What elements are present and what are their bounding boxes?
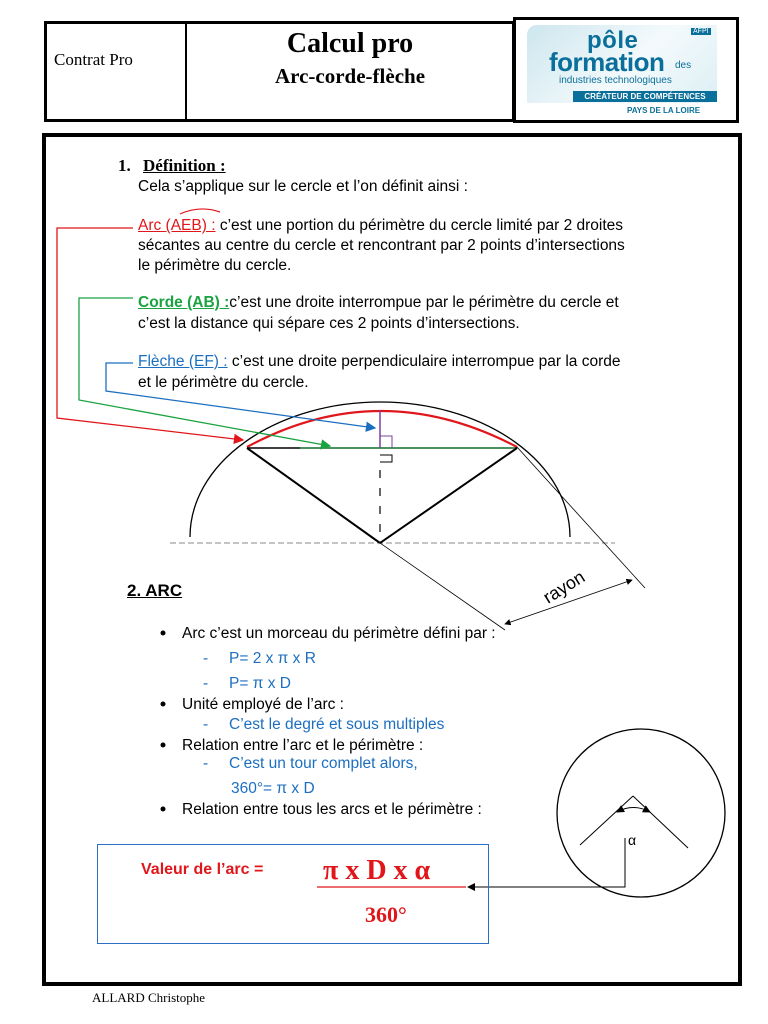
fleche-text1: c’est une droite perpendiculaire interrompue par la corde <box>227 353 621 370</box>
section1-number: 1. <box>118 156 131 175</box>
bullet-4: Relation entre tous les arcs et le périmètre : <box>182 801 482 818</box>
formula-p2: P= π x D <box>229 675 291 692</box>
formula-label: Valeur de l’arc = <box>141 861 264 878</box>
angle-arc <box>617 808 650 813</box>
arc-text1: c’est une portion du périmètre du cercle limité par 2 droites <box>215 217 624 234</box>
arc-leader <box>57 228 243 440</box>
bullet-dot <box>161 702 166 707</box>
corde-text1: c’est une droite interrompue par le périmètre du cercle et <box>229 294 619 311</box>
angle-circle <box>557 729 725 897</box>
bullet-dot <box>161 807 166 812</box>
page-subtitle: Arc-corde-flèche <box>274 64 426 88</box>
dash-4: - <box>203 755 209 772</box>
arc-definition-line3: le périmètre du cercle. <box>138 257 292 274</box>
rayon-extension-top <box>517 447 645 588</box>
section1-heading: Définition : <box>143 156 226 175</box>
logo-line2-suffix: des <box>675 60 692 71</box>
corde-leader <box>79 298 330 446</box>
radius-left <box>247 448 380 543</box>
angle-ray-left <box>580 796 633 845</box>
dash-3: - <box>203 716 209 733</box>
bullet-2: Unité employé de l’arc : <box>182 696 344 713</box>
tour-text: C’est un tour complet alors, <box>229 755 418 772</box>
degree-formula: 360°= π x D <box>231 780 315 797</box>
formula-numerator: π x D x α <box>323 855 431 886</box>
right-angle-bottom <box>380 455 392 462</box>
contrat-label: Contrat Pro <box>54 50 133 69</box>
bullet-3: Relation entre l’arc et le périmètre : <box>182 737 424 754</box>
logo-band: CRÉATEUR DE COMPÉTENCES <box>573 91 717 102</box>
alpha-label: α <box>628 832 637 848</box>
arc-term: Arc (AEB) : <box>138 217 216 234</box>
formula-denominator: 360° <box>365 902 407 927</box>
fleche-leader <box>106 363 375 428</box>
logo-badge: AFPI <box>693 28 709 35</box>
footer-author: ALLARD Christophe <box>92 990 206 1005</box>
dash-2: - <box>203 675 209 692</box>
logo-line1: pôle <box>587 27 639 54</box>
unit-text: C’est le degré et sous multiples <box>229 716 445 733</box>
angle-ray-right <box>633 796 688 848</box>
bullet-dot <box>161 631 166 636</box>
fleche-definition-line2: et le périmètre du cercle. <box>138 374 309 391</box>
bullet-1: Arc c’est un morceau du périmètre défini par : <box>182 625 496 642</box>
right-angle-top <box>380 436 392 448</box>
rayon-label: rayon <box>539 566 589 608</box>
corde-definition-line2: c’est la distance qui sépare ces 2 points d’intersections. <box>138 315 520 332</box>
logo-line2: formation <box>549 47 665 77</box>
formula-p1: P= 2 x π x R <box>229 650 316 667</box>
section2-heading: 2. ARC <box>127 581 183 600</box>
bullet-dot <box>161 743 166 748</box>
dash-1: - <box>203 650 209 667</box>
page-title: Calcul pro <box>286 28 414 59</box>
radius-right <box>380 448 517 543</box>
arc-definition-line2: sécantes au centre du cercle et rencontrant par 2 points d’intersections <box>138 237 625 254</box>
rayon-extension-bottom <box>380 543 505 630</box>
arc-notation-mark <box>180 209 220 214</box>
alpha-leader <box>468 838 625 887</box>
fleche-term: Flèche (EF) : <box>138 353 228 370</box>
logo-line3: industries technologiques <box>559 75 672 86</box>
logo-region: PAYS DE LA LOIRE <box>627 106 701 115</box>
corde-term: Corde (AB) : <box>138 294 230 311</box>
section1-intro: Cela s’applique sur le cercle et l’on définit ainsi : <box>138 178 468 195</box>
